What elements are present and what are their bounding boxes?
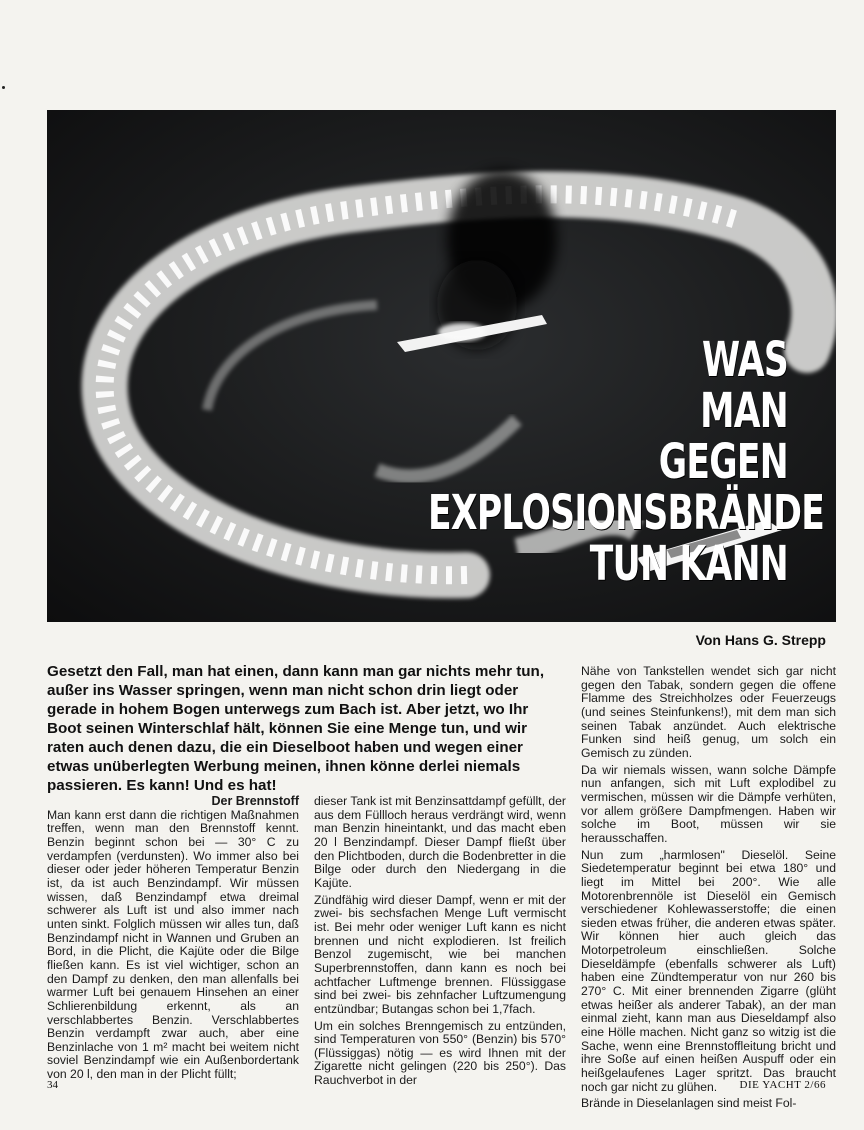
lead-paragraph: Gesetzt den Fall, man hat einen, dann kann man gar nichts mehr tun, außer ins Wasser springen, wenn man nicht schon drin liegt oder gerade in hohem Bogen unterwegs zum Bach ist. Aber jetzt, wo Ihr Boot seinen Winterschlaf hält, können Sie eine Menge tun, und wir raten auch denen dazu, die ein Dieselboot haben und wegen einer etwas unüberlegten Werbung meinen, ihnen könne derlei niemals passieren. Es kann! Und es hat! [47, 663, 545, 794]
headline-line: GEGEN [658, 434, 788, 490]
headline-line: TUN KANN [589, 536, 788, 592]
body-paragraph: Man kann erst dann die richtigen Maßnahmen treffen, wenn man den Brennstoff kennt. Benzin beginnt schon bei — 30° C zu verdampfen (verdunsten). Wo immer also bei dieser oder jeder höheren Temperatur Benzin ist, da ist auch Benzindampf. Wir müssen wissen, daß Benzindampf etwa dreimal schwerer als Luft ist und also immer nach unten sinkt. Folglich müssen wir alles tun, daß Benzindampf nicht in Wannen und Gruben an Bord, in die Plicht, die Kajüte oder die Bilge fließen kann. Es ist viel wichtiger, schon an den Dampf zu denken, den man allenfalls bei warmer Luft bei genauem Hinsehen an einer Schlierenbildung erkennt, als an verschlabbertes Benzin. Verschlabbertes Benzin verdampft zwar auch, aber eine Benzinlache von 1 m² macht bei weitem nicht soviel Benzindampf wie ein Außenbordertank von 20 l, den man in der Plicht füllt; [47, 807, 299, 1082]
body-paragraph: dieser Tank ist mit Benzinsattdampf gefüllt, der aus dem Füllloch heraus verdrängt wird, wenn man Benzin hineintankt, und das macht eben 20 l Benzindampf. Dieser Dampf fließt über den Plichtboden, durch die Bodenbretter in die Bilge oder durch den Niedergang in die Kajüte. [314, 794, 566, 890]
section-heading: Der Brennstoff [211, 794, 299, 808]
text-column-1 [47, 795, 299, 1082]
print-speck [2, 86, 5, 89]
body-paragraph: Da wir niemals wissen, wann solche Dämpfe nun anfangen, sich mit Luft explodibel zu vermischen, müssen wir die Dämpfe verhüten, vor allem größere Dampfmengen. Haben wir solche im Boot, müssen wir sie herausschaffen. [581, 762, 836, 845]
body-paragraph: Zündfähig wird dieser Dampf, wenn er mit der zwei- bis sechsfachen Menge Luft vermischt ist. Bei mehr oder weniger Luft kann es nicht brennen und nicht explodieren. Ist freilich Benzol zugemischt, wie bei manchen Superbrennstoffen, dann kann es noch bei achtfacher Luftmenge brennen. Flüssiggase sind bei zwei- bis zehnfacher Luftzumengung entzündbar; Butangas schon bei 1,7fach. [314, 892, 566, 1016]
body-paragraph: Brände in Dieselanlagen sind meist Fol- [581, 1096, 797, 1111]
magazine-footer: DIE YACHT 2/66 [739, 1079, 826, 1091]
article-headline [428, 332, 825, 592]
headline-line: MAN [700, 383, 788, 439]
headline-line: EXPLOSIONSBRÄNDE [428, 485, 825, 541]
body-paragraph: Nähe von Tankstellen wendet sich gar nicht gegen den Tabak, sondern gegen die offene Flamme des Streichholzes oder Feuerzeugs (und seines Steinfunkens!), mit dem man sich seinen Tabak anzündet. Auch elektrische Funken sind heiß genug, um solch ein Gemisch zu zünden. [581, 664, 836, 760]
text-column-2 [314, 795, 566, 1088]
text-column-3 [581, 665, 836, 1111]
page-number: 34 [47, 1079, 58, 1091]
boat-fire-photo [47, 110, 836, 622]
body-paragraph: Nun zum „harmlosen" Dieselöl. Seine Siedetemperatur beginnt bei etwa 180° und liegt im Mittel bei 200°. Wie alle Motorenbrennöle ist Dieselöl ein Gemisch verschiedener Kohlewasserstoffe; die einen sieden etwas früher, die anderen etwas später. Wir können hier auch gleich das Motorpetroleum einschließen. Solche Dieseldämpfe (ebenfalls schwerer als Luft) haben eine Zündtemperatur von nur 260 bis 270° C. Mit einer brennenden Zigarre (glüht etwas heißer als anderer Tabak), an der man einmal zieht, kann man aus Dieseldampf also eine Hölle machen. Nicht ganz so witzig ist die Sache, wenn eine Brennstoffleitung bricht und ihre Soße auf einen heißen Auspuff oder ein heißgelaufenes Lager spritzt. Das braucht noch gar nicht zu glühen. [581, 847, 836, 1094]
author-byline: Von Hans G. Strepp [695, 632, 826, 648]
headline-line: WAS [701, 332, 788, 388]
body-paragraph: Um ein solches Brenngemisch zu entzünden, sind Temperaturen von 550° (Benzin) bis 570° (Flüssiggas) nötig — es wird Ihnen mit der Zigarette nicht gelingen (220 bis 250°). Das Rauchverbot in der [314, 1018, 566, 1088]
